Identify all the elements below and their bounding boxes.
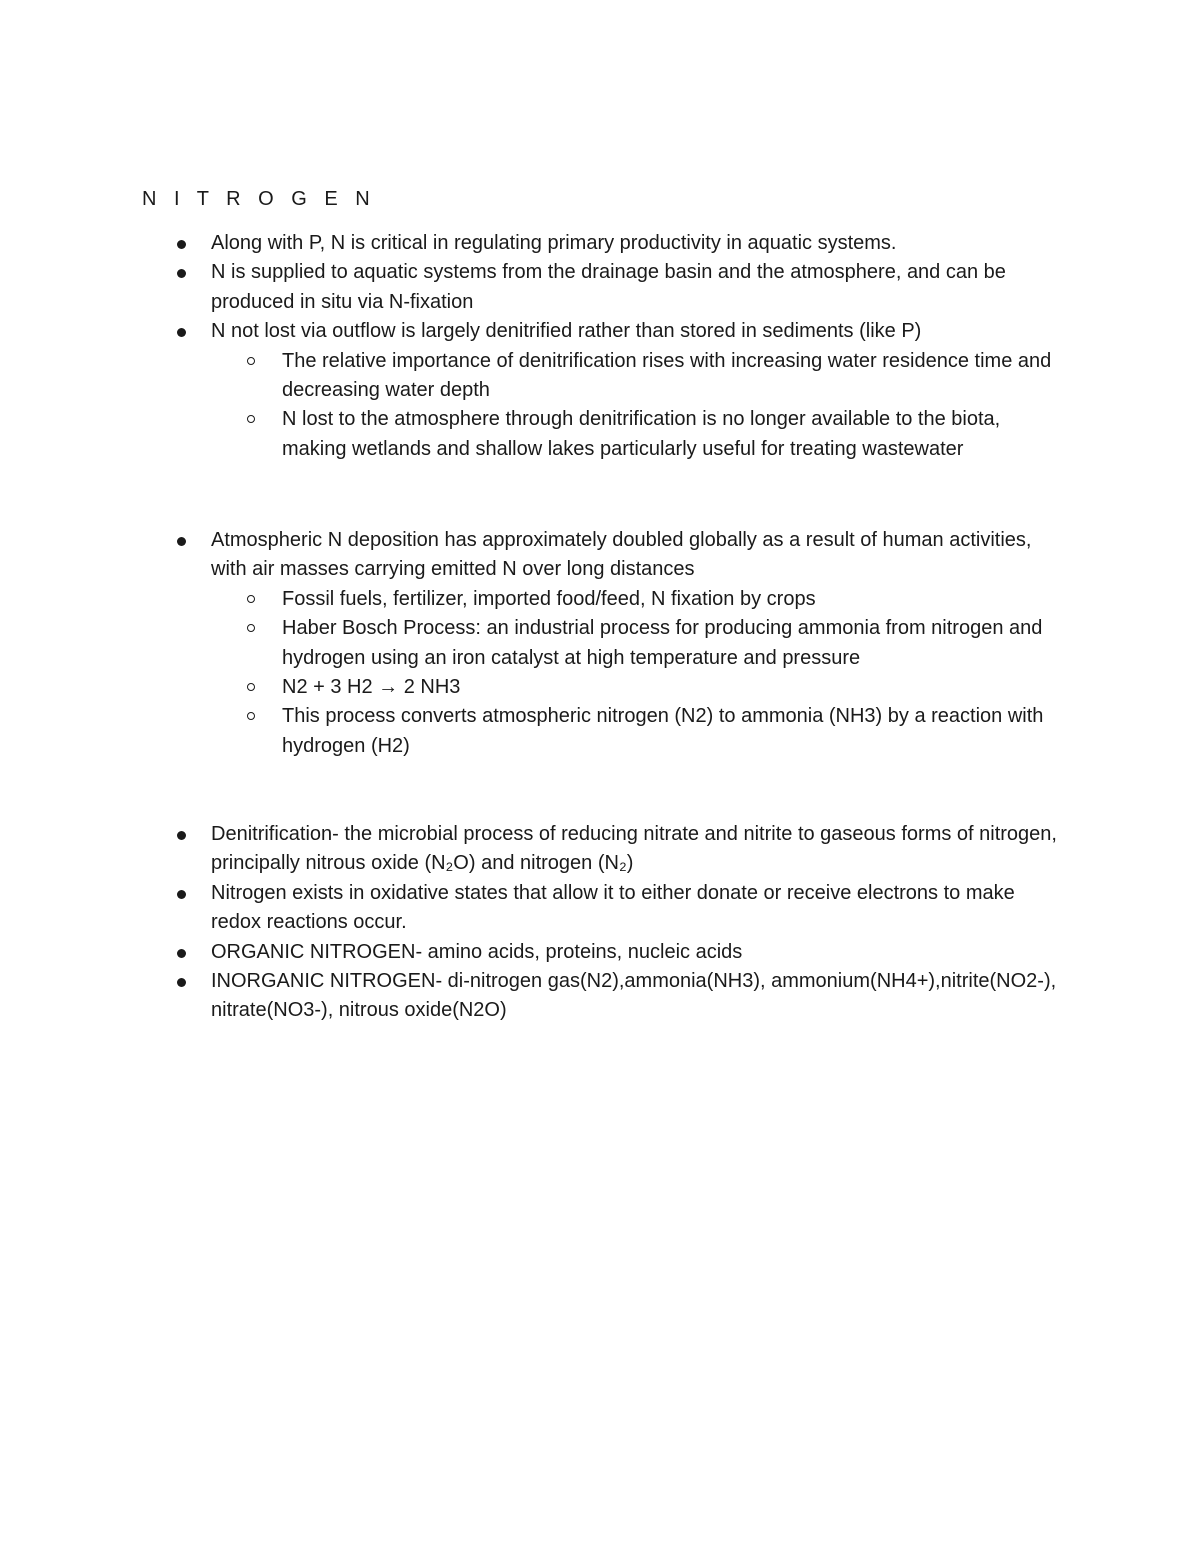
- list-item: [0, 229, 1200, 258]
- section-definitions: [0, 820, 1200, 1026]
- sub-list-item: [0, 702, 1200, 761]
- list-item-text: N is supplied to aquatic systems from the drainage basin and the atmosphere, and can be produced in situ via N-fixation: [211, 261, 1006, 313]
- list-item: [0, 317, 1200, 346]
- list-item-text: Atmospheric N deposition has approximately doubled globally as a result of human activities, with air masses carrying emitted N over long distances: [211, 529, 1032, 581]
- list-item-text: N not lost via outflow is largely denitrified rather than stored in sediments (like P): [211, 320, 922, 343]
- sub-list-item-text: N lost to the atmosphere through denitrification is no longer available to the biota, making wetlands and shallow lakes particularly useful for treating wastewater: [282, 408, 1001, 460]
- list-item-text: ORGANIC NITROGEN- amino acids, proteins, nucleic acids: [211, 940, 743, 963]
- hollow-bullet-icon: [247, 624, 255, 632]
- bullet-icon: [177, 978, 186, 987]
- bullet-list: [0, 820, 1200, 1026]
- sub-list-item-text: N2 + 3 H2 → 2 NH3: [282, 676, 461, 699]
- list-item: [0, 967, 1200, 1026]
- sub-list-item: [0, 347, 1200, 406]
- bullet-icon: [177, 949, 186, 958]
- list-item-text: Denitrification- the microbial process of reducing nitrate and nitrite to gaseous forms of nitrogen, principally nitrous oxide (N₂O) and nitrogen (N₂): [211, 823, 1057, 875]
- section-deposition: [0, 526, 1200, 761]
- list-item-text: Nitrogen exists in oxidative states that allow it to either donate or receive electrons to make redox reactions occur.: [211, 881, 1015, 934]
- sub-list-item-text: Fossil fuels, fertilizer, imported food/feed, N fixation by crops: [282, 587, 816, 610]
- hollow-bullet-icon: [247, 595, 255, 603]
- bullet-list: [0, 526, 1200, 585]
- bullet-icon: [177, 831, 186, 840]
- sub-list-item: [0, 614, 1200, 673]
- list-item: [0, 879, 1200, 938]
- bullet-icon: [177, 537, 186, 546]
- bullet-icon: [177, 328, 186, 337]
- sub-list-item-text: Haber Bosch Process: an industrial process for producing ammonia from nitrogen and hydrogen using an iron catalyst at high temperature and pressure: [282, 617, 1043, 669]
- bullet-icon: [177, 890, 186, 899]
- page-title: N I T R O G E N: [142, 188, 376, 210]
- list-item-text: Along with P, N is critical in regulating primary productivity in aquatic systems.: [211, 232, 897, 254]
- list-item: [0, 938, 1200, 967]
- list-item: [0, 526, 1200, 585]
- bullet-icon: [177, 269, 186, 278]
- sub-list-item: [0, 673, 1200, 702]
- sub-bullet-list: [0, 585, 1200, 761]
- hollow-bullet-icon: [247, 712, 255, 720]
- hollow-bullet-icon: [247, 415, 255, 423]
- sub-list-item-text: The relative importance of denitrification rises with increasing water residence time and decreasing water depth: [282, 349, 1052, 402]
- sub-list-item-text: This process converts atmospheric nitrogen (N2) to ammonia (NH3) by a reaction with hydrogen (H2): [282, 705, 1044, 757]
- hollow-bullet-icon: [247, 357, 255, 365]
- sub-bullet-list: [0, 347, 1200, 465]
- list-item: [0, 820, 1200, 879]
- bullet-icon: [177, 240, 186, 249]
- sub-list-item: [0, 405, 1200, 464]
- list-item: [0, 258, 1200, 317]
- bullet-list: [0, 229, 1200, 347]
- hollow-bullet-icon: [247, 683, 255, 691]
- section-overview: [0, 229, 1200, 464]
- list-item-text: INORGANIC NITROGEN- di-nitrogen gas(N2),ammonia(NH3), ammonium(NH4+),nitrite(NO2-), nitrate(NO3-), nitrous oxide(N2O): [211, 970, 1057, 1022]
- sub-list-item: [0, 585, 1200, 614]
